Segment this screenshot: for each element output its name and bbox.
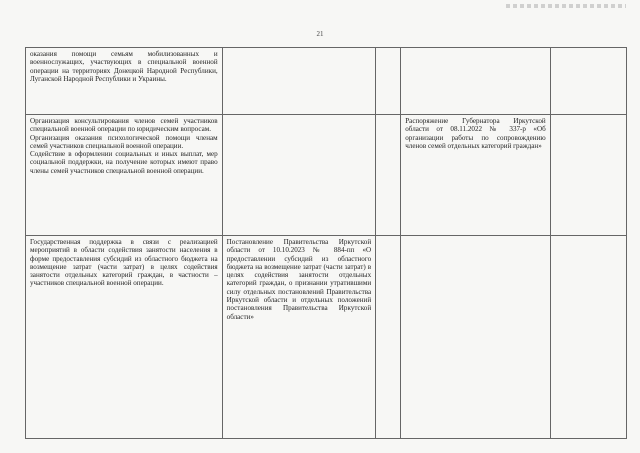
extra-cell bbox=[550, 48, 626, 115]
regulation-cell: Постановление Правительства Иркутской области от 10.10.2023 № 884-пп «О предоставлении субсидий из областного бюджета на возмещение затрат (части затрат) в целях содействия занятости отдельных категорий граждан, о признании утратившими силу отдельных постановлений Правительства Иркутской области и отдельных положений постановления Правительства Иркутской области» bbox=[222, 236, 376, 439]
measure-cell bbox=[26, 236, 223, 439]
governor-order-cell bbox=[401, 236, 550, 439]
note-cell bbox=[376, 236, 401, 439]
note-cell bbox=[376, 115, 401, 236]
page-number: 21 bbox=[316, 30, 324, 38]
measure-text: Организация консультирования членов семей участников специальной военной операции по юридическим вопросам. bbox=[30, 117, 218, 134]
measure-text: Государственная поддержка в связи с реализацией мероприятий в области содействия занятости населения в форме предоставления субсидий из областного бюджета на возмещение затрат (части затрат) в целях содействия занятости отдельных категорий граждан, в частности – участников специальной военной операции. bbox=[30, 238, 218, 288]
table-row bbox=[26, 48, 627, 115]
table-row bbox=[26, 236, 627, 439]
measure-cell bbox=[26, 115, 223, 236]
measures-table bbox=[25, 47, 627, 439]
extra-cell bbox=[550, 236, 626, 439]
extra-cell bbox=[550, 115, 626, 236]
note-cell bbox=[376, 48, 401, 115]
table-row bbox=[26, 115, 627, 236]
governor-order-cell: Распоряжение Губернатора Иркутской области от 08.11.2022 № 337-р «Об организации работы по сопровождению членов семей отдельных категорий граждан» bbox=[401, 115, 550, 236]
regulation-cell bbox=[222, 48, 376, 115]
measure-text: Содействие в оформлении социальных и иных выплат, мер социальной поддержки, на получение которых имеют право члены семей участников специальной военной операции. bbox=[30, 150, 218, 175]
measure-cell bbox=[26, 48, 223, 115]
measure-text: оказания помощи семьям мобилизованных и военнослужащих, участвующих в специальной военной операции на территориях Донецкой Народной Республики, Луганской Народной Республики и Украины. bbox=[30, 50, 218, 83]
governor-order-cell bbox=[401, 48, 550, 115]
scan-artifact bbox=[506, 4, 626, 8]
regulation-cell bbox=[222, 115, 376, 236]
measure-text: Организация оказания психологической помощи членам семей участников специальной военной операции. bbox=[30, 133, 218, 150]
